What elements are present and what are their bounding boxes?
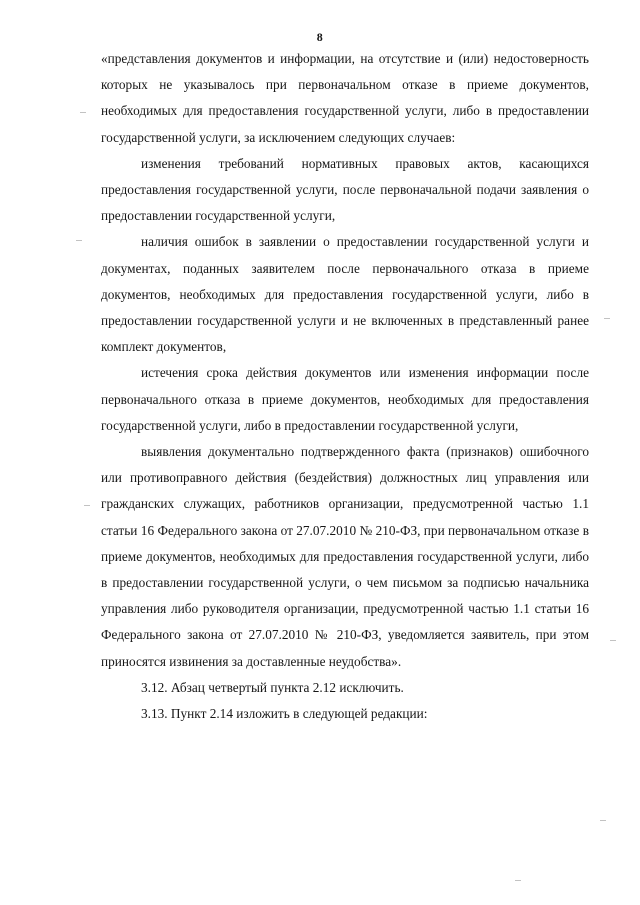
- paragraph-item-3-13: 3.13. Пункт 2.14 изложить в следующей редакции:: [141, 706, 428, 722]
- scan-artifact: [600, 820, 606, 821]
- scan-artifact: [84, 505, 90, 506]
- scan-artifact: [604, 318, 610, 319]
- scan-artifact: [80, 112, 86, 113]
- scan-artifact: [515, 880, 521, 881]
- paragraph-item-3-12: 3.12. Абзац четвертый пункта 2.12 исключить.: [141, 679, 404, 695]
- paragraph-case-misconduct: выявления документально подтвержденного факта (признаков) ошибочного или противоправного действия (бездействия) должностных лиц управления или гражданских служащих, работников организации, предусмотренной частью 1.1 статьи 16 Федерального закона от 27.07.2010 № 210-ФЗ, при первоначальном отказе в приеме документов, необходимых для предоставления государственной услуги, либо в предоставлении государственной услуги, о чем письмом за подписью начальника управления либо руководителя организации, предусмотренной частью 1.1 статьи 16 Федерального закона от 27.07.2010 № 210-ФЗ, уведомляется заявитель, при этом приносятся извинения за доставленные неудобства».: [101, 444, 589, 669]
- paragraph-case-expiry: истечения срока действия документов или изменения информации после первоначального отказа в приеме документов, необходимых для предоставления государственной услуги, либо в предоставлении государственной услуги,: [101, 365, 589, 433]
- paragraph-case-errors: наличия ошибок в заявлении о предоставлении государственной услуги и документах, поданных заявителем после первоначального отказа в приеме документов, необходимых для предоставления государственной услуги, либо в предоставлении государственной услуги и не включенных в представленный ранее комплект документов,: [101, 234, 589, 355]
- page-number: 8: [316, 30, 324, 44]
- paragraph-intro: «представления документов и информации, на отсутствие и (или) недостоверность которых не указывалось при первоначальном отказе в приеме документов, необходимых для предоставления государственной услуги, либо в предоставлении государственной услуги, за исключением следующих случаев:: [101, 51, 589, 145]
- scan-artifact: [610, 640, 616, 641]
- document-body: [101, 46, 589, 727]
- scan-artifact: [76, 240, 82, 241]
- paragraph-case-regulations: изменения требований нормативных правовых актов, касающихся предоставления государственной услуги, после первоначальной подачи заявления о предоставлении государственной услуги,: [101, 155, 589, 224]
